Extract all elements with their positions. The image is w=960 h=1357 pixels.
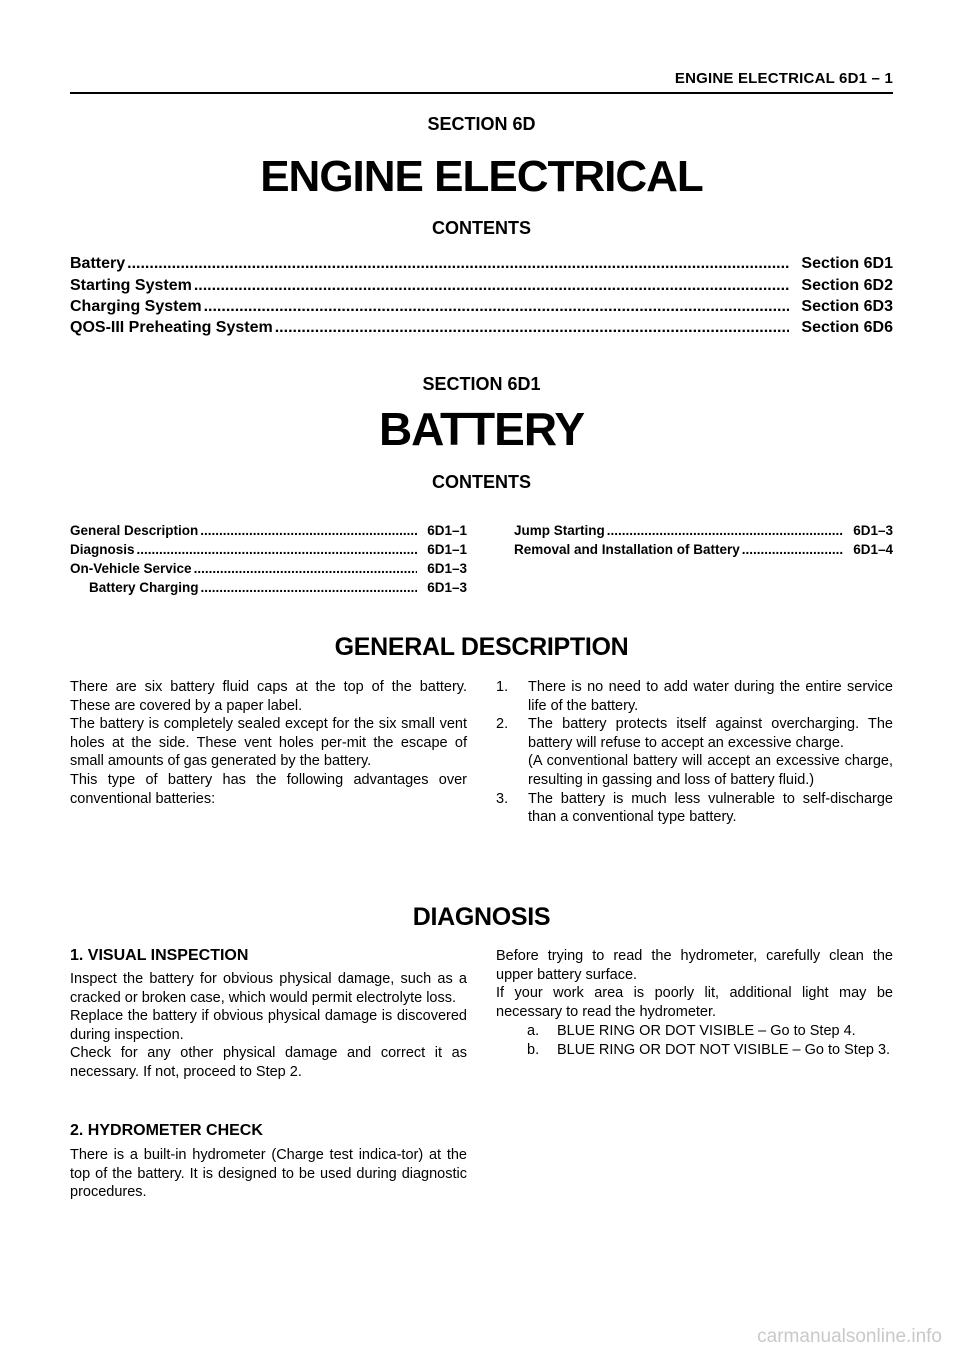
toc-row-starting-system[interactable] [70, 274, 893, 296]
toc-page: 6D1–1 [427, 523, 467, 538]
paragraph: Replace the battery if obvious physical damage is discovered during inspection. [70, 1008, 467, 1043]
section-6d1-title: BATTERY [378, 403, 585, 455]
paragraph: This type of battery has the following advantages over conventional batteries: [70, 771, 467, 807]
toc-leader [201, 579, 418, 597]
toc-leader [742, 541, 843, 559]
section-6d-label: SECTION 6D [427, 114, 536, 134]
toc-leader [137, 541, 418, 559]
toc-page: 6D1–1 [427, 542, 467, 557]
paragraph: Check for any other physical damage and correct it as necessary. If not, proceed to Step 2. [70, 1045, 467, 1080]
toc-row-diagnosis[interactable] [70, 540, 467, 559]
general-description-heading: GENERAL DESCRIPTION [334, 633, 629, 661]
list-text-block [528, 715, 893, 789]
hydrometer-check-text [70, 1146, 467, 1202]
toc-page: 6D1–4 [853, 542, 893, 557]
toc-row-removal-installation[interactable] [514, 540, 893, 559]
hydrometer-check-heading: 2. HYDROMETER CHECK [70, 1122, 263, 1139]
toc-leader [607, 522, 843, 540]
toc-row-general-description[interactable] [70, 521, 467, 540]
list-number: 3. [496, 790, 509, 807]
toc-page: Section 6D1 [801, 255, 893, 272]
toc-title: General Description [70, 523, 199, 538]
list-letter: a. [527, 1023, 540, 1039]
paragraph: If your work area is poorly lit, additional light may be necessary to read the hydrometer. [496, 985, 893, 1020]
hydrometer-reading-text [496, 947, 893, 1021]
section-6d1-contents-label: CONTENTS [432, 472, 531, 492]
paragraph: Inspect the battery for obvious physical damage, such as a cracked or broken case, which would permit electrolyte loss. [70, 971, 467, 1006]
list-letter: b. [527, 1041, 540, 1058]
toc-title: On-Vehicle Service [70, 561, 192, 576]
paragraph: There is a built-in hydrometer (Charge test indica-tor) at the top of the battery. It is designed to be used during diagnostic procedures. [70, 1147, 467, 1201]
header-rule [70, 92, 893, 94]
toc-title: Jump Starting [514, 523, 605, 538]
running-header: ENGINE ELECTRICAL 6D1 – 1 [674, 70, 893, 87]
toc-page: 6D1–3 [427, 580, 467, 595]
toc-row-jump-starting[interactable] [514, 521, 893, 540]
toc-page: Section 6D3 [801, 298, 893, 315]
watermark: carmanualsonline.info [757, 1326, 942, 1347]
toc-leader [200, 522, 417, 540]
list-note: (A conventional battery will accept an excessive charge, resulting in gassing and loss of battery fluid.) [528, 753, 893, 788]
toc-page: 6D1–3 [853, 523, 893, 538]
paragraph: There are six battery fluid caps at the top of the battery. These are covered by a paper label. [70, 679, 467, 714]
visual-inspection-text [70, 970, 467, 1082]
paragraph: The battery is completely sealed except for the six small vent holes at the side. These vent holes per-mit the escape of small amounts of gas generated by the battery. [70, 716, 467, 770]
toc-title: QOS-III Preheating System [70, 319, 273, 336]
list-number: 2. [496, 716, 509, 733]
list-item [496, 715, 893, 789]
toc-page: Section 6D2 [801, 277, 893, 294]
toc-title: Starting System [70, 277, 192, 294]
toc-page: Section 6D6 [801, 319, 893, 336]
list-item [527, 1041, 893, 1060]
toc-row-battery-charging[interactable] [89, 578, 467, 597]
toc-title: Battery [70, 255, 126, 272]
list-text: The battery is much less vulnerable to self-discharge than a conventional type battery. [528, 790, 893, 826]
list-text: BLUE RING OR DOT VISIBLE – Go to Step 4. [557, 1023, 856, 1039]
toc-row-charging-system[interactable] [70, 295, 893, 317]
visual-inspection-heading: 1. VISUAL INSPECTION [70, 947, 249, 964]
toc-title: Removal and Installation of Battery [514, 542, 740, 557]
list-text: BLUE RING OR DOT NOT VISIBLE – Go to Step 3. [557, 1041, 891, 1058]
toc-title: Battery Charging [89, 580, 199, 595]
toc-title: Charging System [70, 298, 202, 315]
toc-row-battery[interactable] [70, 252, 893, 274]
toc-page: 6D1–3 [427, 561, 467, 576]
section-6d1-label: SECTION 6D1 [422, 374, 541, 394]
toc-title: Diagnosis [70, 542, 135, 557]
hydrometer-options-list [527, 1022, 893, 1059]
diagnosis-heading: DIAGNOSIS [412, 903, 551, 931]
toc-leader [194, 560, 418, 578]
list-item [496, 790, 893, 827]
paragraph: Before trying to read the hydrometer, carefully clean the upper battery surface. [496, 948, 893, 983]
advantages-list [496, 678, 893, 827]
list-text: There is no need to add water during the entire service life of the battery. [528, 679, 893, 714]
toc-leader [127, 254, 789, 274]
section-6d-contents-label: CONTENTS [432, 218, 531, 238]
list-text: The battery protects itself against overcharging. The battery will refuse to accept an excessive charge. [528, 716, 893, 751]
toc-leader [194, 276, 790, 296]
toc-leader [275, 318, 790, 338]
list-number: 1. [496, 679, 509, 695]
toc-row-on-vehicle-service[interactable] [70, 559, 467, 578]
general-description-text [70, 678, 467, 808]
section-6d-title: ENGINE ELECTRICAL [260, 152, 703, 201]
list-item [527, 1022, 893, 1041]
toc-leader [204, 297, 790, 317]
list-item [496, 678, 893, 715]
toc-row-qos-preheating[interactable] [70, 316, 893, 338]
